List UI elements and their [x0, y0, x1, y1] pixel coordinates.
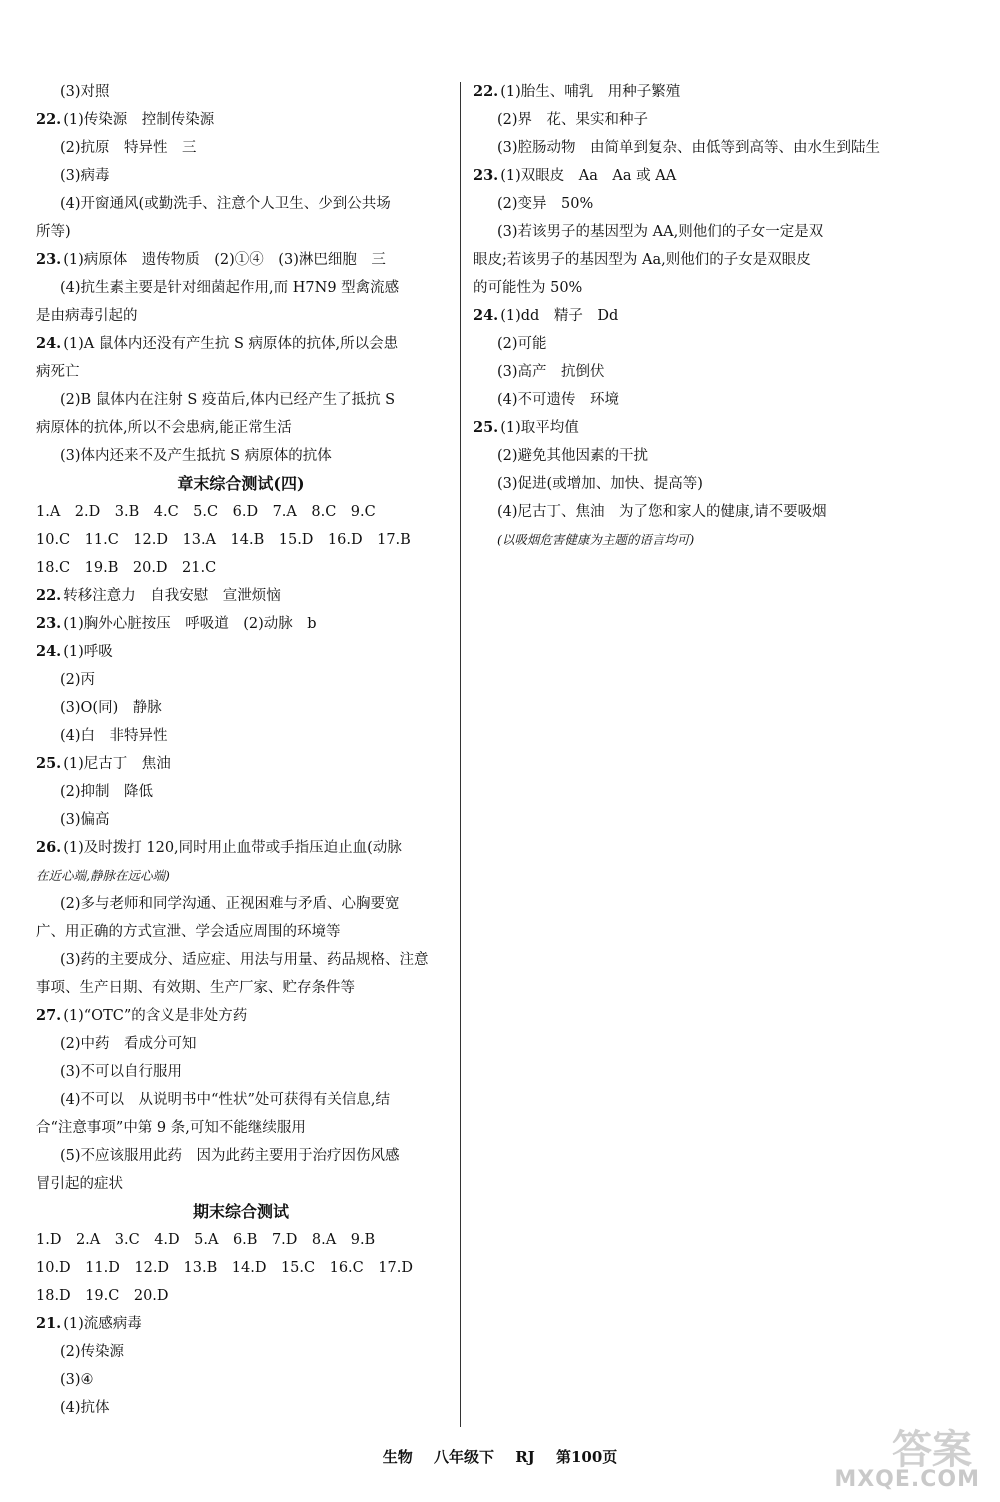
answer-text: (1)呼吸 — [63, 644, 113, 660]
answer-line — [36, 666, 446, 694]
answer-text: (2)丙 — [60, 672, 96, 688]
answer-text: 18.D 19.C 20.D — [36, 1288, 169, 1304]
answer-text: (1)dd 精子 Dd — [500, 308, 619, 324]
answer-text: (3)体内还来不及产生抵抗 S 病原体的抗体 — [60, 448, 332, 464]
answer-line — [473, 442, 898, 470]
answer-text: (4)尼古丁、焦油 为了您和家人的健康,请不要吸烟 — [497, 504, 827, 520]
question-number: 25. — [36, 755, 62, 772]
question-number: 27. — [36, 1007, 62, 1024]
answer-text: (1)胸外心脏按压 呼吸道 (2)动脉 b — [63, 616, 317, 632]
answer-line — [36, 162, 446, 190]
answer-text: (2)可能 — [497, 336, 547, 352]
answer-line — [36, 834, 446, 862]
answer-line — [36, 890, 446, 918]
answer-line — [36, 218, 446, 246]
answer-text: (4)不可遗传 环境 — [497, 392, 620, 408]
watermark-url: MXQE.COM — [834, 1467, 980, 1492]
answer-text: 事项、生产日期、有效期、生产厂家、贮存条件等 — [36, 980, 355, 996]
answer-line — [36, 554, 446, 582]
answer-text: (2)中药 看成分可知 — [60, 1036, 197, 1052]
answer-line — [36, 750, 446, 778]
answer-line — [36, 1394, 446, 1422]
footer-edition: RJ — [515, 1448, 535, 1466]
answer-text: 的可能性为 50% — [473, 280, 583, 296]
answer-line — [36, 106, 446, 134]
watermark-logo — [806, 1418, 986, 1492]
answer-text: (3)O(同) 静脉 — [60, 700, 162, 716]
answer-line — [36, 946, 446, 974]
answer-line — [36, 1254, 446, 1282]
answer-line — [36, 1226, 446, 1254]
answer-text: (1)双眼皮 Aa Aa 或 AA — [500, 168, 677, 184]
question-number: 21. — [36, 1315, 62, 1332]
answer-text: (1)胎生、哺乳 用种子繁殖 — [500, 84, 681, 100]
answer-line — [473, 106, 898, 134]
question-number: 24. — [473, 307, 499, 324]
answer-text: (2)抗原 特异性 三 — [60, 140, 197, 156]
answer-text: (2)变异 50% — [497, 196, 594, 212]
answer-line — [36, 1114, 446, 1142]
answer-line — [473, 330, 898, 358]
answer-line — [473, 302, 898, 330]
answer-text: 眼皮;若该男子的基因型为 Aa,则他们的子女是双眼皮 — [473, 252, 811, 268]
answer-line — [473, 134, 898, 162]
answer-text: (3)腔肠动物 由简单到复杂、由低等到高等、由水生到陆生 — [497, 140, 881, 156]
column-divider — [460, 82, 461, 1427]
answer-line — [473, 358, 898, 386]
answer-text: (2)B 鼠体内在注射 S 疫苗后,体内已经产生了抵抗 S — [60, 392, 396, 408]
answer-line — [36, 694, 446, 722]
answer-text: (4)白 非特异性 — [60, 728, 168, 744]
answer-line — [473, 190, 898, 218]
answer-text: 病死亡 — [36, 364, 80, 380]
answer-line — [36, 1282, 446, 1310]
answer-text: 10.C 11.C 12.D 13.A 14.B 15.D 16.D 17.B — [36, 532, 411, 548]
answer-line — [36, 610, 446, 638]
question-number: 23. — [473, 167, 499, 184]
answer-text: 冒引起的症状 — [36, 1176, 123, 1192]
answer-line — [473, 498, 898, 526]
answer-text: (3)不可以自行服用 — [60, 1064, 183, 1080]
answer-line — [473, 218, 898, 246]
answer-line — [473, 526, 898, 554]
answer-line — [36, 638, 446, 666]
answer-text: 1.D 2.A 3.C 4.D 5.A 6.B 7.D 8.A 9.B — [36, 1232, 376, 1248]
answer-text: (3)药的主要成分、适应症、用法与用量、药品规格、注意 — [60, 952, 429, 968]
answer-text: (3)对照 — [60, 84, 110, 100]
answer-text: (以吸烟危害健康为主题的语言均可) — [497, 532, 695, 547]
answer-line — [36, 918, 446, 946]
answer-line — [473, 414, 898, 442]
watermark-mark: 答案 — [892, 1427, 972, 1473]
answer-text: (3)病毒 — [60, 168, 110, 184]
question-number: 22. — [36, 111, 62, 128]
answer-line — [36, 806, 446, 834]
footer-page-number: 第100页 — [556, 1448, 618, 1466]
section-heading — [36, 1198, 446, 1226]
answer-line — [36, 1086, 446, 1114]
answer-text: (4)抗体 — [60, 1400, 110, 1416]
answer-line — [36, 862, 446, 890]
question-number: 24. — [36, 335, 62, 352]
question-number: 25. — [473, 419, 499, 436]
question-number: 26. — [36, 839, 62, 856]
answer-text: (1)A 鼠体内还没有产生抗 S 病原体的抗体,所以会患 — [63, 336, 399, 352]
answer-text: (1)“OTC”的含义是非处方药 — [63, 1008, 248, 1024]
answer-line — [36, 498, 446, 526]
answer-text: (3)④ — [60, 1372, 94, 1388]
answer-line — [36, 1310, 446, 1338]
answer-line — [36, 274, 446, 302]
answer-text: (3)偏高 — [60, 812, 110, 828]
answer-line — [473, 246, 898, 274]
answer-line — [36, 1338, 446, 1366]
answer-line — [36, 386, 446, 414]
answer-line — [473, 162, 898, 190]
left-column — [36, 78, 446, 1422]
answer-text: 期末综合测试 — [192, 1202, 289, 1221]
answer-text: (3)高产 抗倒伏 — [497, 364, 605, 380]
answer-line — [36, 414, 446, 442]
footer-subject: 生物 — [382, 1448, 413, 1466]
answer-line — [36, 78, 446, 106]
answer-line — [36, 974, 446, 1002]
answer-text: (2)多与老师和同学沟通、正视困难与矛盾、心胸要宽 — [60, 896, 400, 912]
answer-line — [36, 330, 446, 358]
answer-line — [36, 358, 446, 386]
question-number: 22. — [473, 83, 499, 100]
answer-text: 是由病毒引起的 — [36, 308, 138, 324]
answer-line — [473, 386, 898, 414]
answer-text: 合“注意事项”中第 9 条,可知不能继续服用 — [36, 1120, 306, 1136]
answer-line — [473, 274, 898, 302]
answer-text: (2)传染源 — [60, 1344, 125, 1360]
answer-line — [36, 1366, 446, 1394]
answer-line — [36, 1142, 446, 1170]
answer-line — [36, 302, 446, 330]
answer-text: 广、用正确的方式宣泄、学会适应周围的环境等 — [36, 924, 341, 940]
question-number: 24. — [36, 643, 62, 660]
right-column — [473, 78, 898, 554]
answer-text: 18.C 19.B 20.D 21.C — [36, 560, 217, 576]
answer-text: (1)病原体 遗传物质 (2)①④ (3)淋巴细胞 三 — [63, 252, 386, 268]
answer-line — [36, 1002, 446, 1030]
answer-text: (1)尼古丁 焦油 — [63, 756, 171, 772]
answer-line — [36, 190, 446, 218]
answer-line — [36, 134, 446, 162]
question-number: 23. — [36, 615, 62, 632]
answer-line — [473, 470, 898, 498]
answer-text: (3)若该男子的基因型为 AA,则他们的子女一定是双 — [497, 224, 824, 240]
question-number: 23. — [36, 251, 62, 268]
answer-text: (1)及时拨打 120,同时用止血带或手指压迫止血(动脉 — [63, 840, 402, 856]
answer-text: 病原体的抗体,所以不会患病,能正常生活 — [36, 420, 292, 436]
answer-text: (1)传染源 控制传染源 — [63, 112, 215, 128]
answer-text: (1)取平均值 — [500, 420, 579, 436]
answer-line — [36, 1030, 446, 1058]
answer-line — [36, 442, 446, 470]
answer-text: (4)抗生素主要是针对细菌起作用,而 H7N9 型禽流感 — [60, 280, 400, 296]
answer-text: 10.D 11.D 12.D 13.B 14.D 15.C 16.C 17.D — [36, 1260, 413, 1276]
answer-text: 章末综合测试(四) — [177, 474, 305, 493]
answer-line — [36, 1170, 446, 1198]
answer-line — [36, 1058, 446, 1086]
answer-text: 所等) — [36, 224, 71, 240]
question-number: 22. — [36, 587, 62, 604]
answer-line — [36, 526, 446, 554]
answer-line — [36, 778, 446, 806]
answer-text: (2)界 花、果实和种子 — [497, 112, 649, 128]
answer-text: (5)不应该服用此药 因为此药主要用于治疗因伤风感 — [60, 1148, 400, 1164]
answer-text: (2)抑制 降低 — [60, 784, 154, 800]
answer-text: 1.A 2.D 3.B 4.C 5.C 6.D 7.A 8.C 9.C — [36, 504, 376, 520]
answer-text: (3)促进(或增加、加快、提高等) — [497, 476, 703, 492]
answer-text: 在近心端,静脉在远心端) — [36, 868, 170, 883]
answer-text: (4)开窗通风(或勤洗手、注意个人卫生、少到公共场 — [60, 196, 391, 212]
answer-text: 转移注意力 自我安慰 宣泄烦恼 — [63, 588, 281, 604]
footer-grade: 八年级下 — [433, 1448, 494, 1466]
answer-text: (2)避免其他因素的干扰 — [497, 448, 649, 464]
answer-text: (4)不可以 从说明书中“性状”处可获得有关信息,结 — [60, 1092, 390, 1108]
answer-line — [36, 582, 446, 610]
section-heading — [36, 470, 446, 498]
answer-line — [36, 722, 446, 750]
answer-line — [473, 78, 898, 106]
answer-line — [36, 246, 446, 274]
answer-text: (1)流感病毒 — [63, 1316, 142, 1332]
